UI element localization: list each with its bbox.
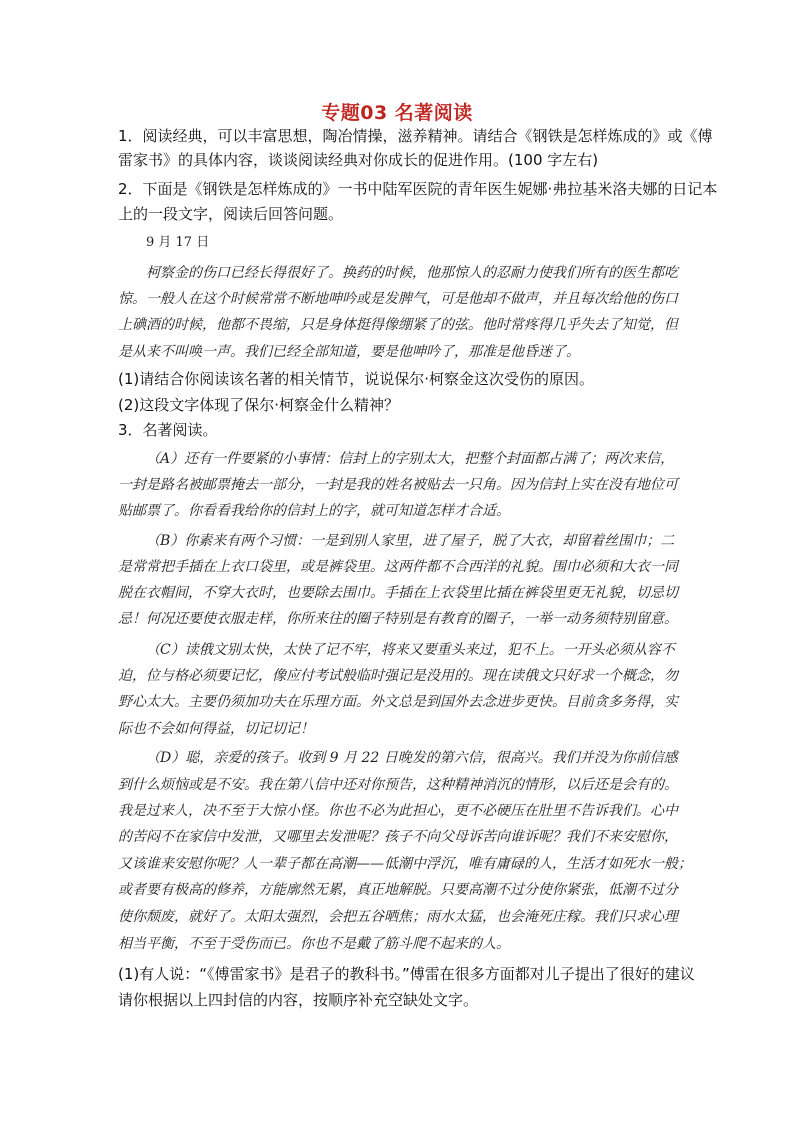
letter-b-line-2: 是常常把手插在上衣口袋里，或是裤袋里。这两件都不合西洋的礼貌。围巾必须和大衣一同: [118, 559, 678, 575]
letter-c-line-4: 际也不会如何得益，切记切记！: [118, 721, 314, 737]
q2-sub-1: (1)请结合你阅读该名著的相关情节，说说保尔·柯察金这次受伤的原因。: [118, 370, 595, 388]
letter-d-line-6: 或者要有极高的修养，方能廓然无累，真正地解脱。只要高潮不过分使你紧张，低潮不过分: [118, 882, 678, 898]
letter-b-line-4: 忌！何况还要使衣服走样，你所来往的圈子特别是有教育的圈子，一举一动务须特别留意。: [118, 611, 678, 627]
q2-line-1: 2．下面是《钢铁是怎样炼成的》一书中陆军医院的青年医生妮娜·弗拉基米洛夫娜的日记本: [118, 180, 718, 198]
letter-a-line-3: 贴邮票了。你看看我给你的信封上的字，就可知道怎样才合适。: [118, 503, 510, 519]
diary-line-1: 柯察金的伤口已经长得很好了。换药的时候，他那惊人的忍耐力使我们所有的医生都吃: [146, 265, 678, 281]
q1-line-1: 1．阅读经典，可以丰富思想，陶冶情操，滋养精神。请结合《钢铁是怎样炼成的》或《傅: [118, 127, 713, 145]
diary-line-2: 惊。一般人在这个时候常常不断地呻吟或是发脾气，可是他却不做声，并且每次给他的伤口: [118, 291, 678, 307]
letter-b-line-3: 脱在衣帽间，不穿大衣时，也要除去围巾。手插在上衣袋里比插在裤袋里更无礼貌，切忌切: [118, 585, 678, 601]
letter-c-line-3: 野心太大。主要仍须加功夫在乐理方面。外文总是到国外去念进步更快。目前贪多务得，实: [118, 694, 678, 710]
q2-sub-2: (2)这段文字体现了保尔·柯察金什么精神？: [118, 396, 400, 414]
q2-line-2: 上的一段文字，阅读后回答问题。: [118, 205, 344, 223]
q3-sub-1-line-2: 请你根据以上四封信的内容，按顺序补充空缺处文字。: [118, 991, 479, 1009]
letter-c-line-1: （C）读俄文别太快，太快了记不牢，将来又要重头来过，犯不上。一开头必须从容不: [146, 642, 675, 658]
letter-a-line-2: 一封是路名被邮票掩去一部分，一封是我的姓名被贴去一只角。因为信封上实在没有地位可: [118, 477, 678, 493]
diary-line-3: 上碘酒的时候，他都不畏缩，只是身体挺得像绷紧了的弦。他时常疼得几乎失去了知觉，但: [118, 317, 678, 333]
letter-d-line-3: 我是过来人，决不至于大惊小怪。你也不必为此担心，更不必硬压在肚里不告诉我们。心中: [118, 803, 678, 819]
letter-d-line-5: 又该谁来安慰你呢？人一辈子都在高潮——低潮中浮沉，唯有庸碌的人，生活才如死水一般；: [118, 856, 692, 872]
letter-d-line-8: 相当平衡，不至于受伤而已。你也不是戴了筋斗爬不起来的人。: [118, 936, 510, 952]
diary-date: 9 月 17 日: [146, 235, 210, 250]
letter-d-line-4: 的苦闷不在家信中发泄，又哪里去发泄呢？孩子不向父母诉苦向谁诉呢？我们不来安慰你，: [118, 829, 678, 845]
q3-sub-1-line-1: (1)有人说：“《傅雷家书》是君子的教科书。”傅雷在很多方面都对儿子提出了很好的建议: [118, 965, 695, 983]
letter-d-line-7: 使你颓废，就好了。太阳太强烈，会把五谷晒焦；雨水太猛，也会淹死庄稼。我们只求心理: [118, 909, 678, 925]
q1-line-2: 雷家书》的具体内容，谈谈阅读经典对你成长的促进作用。(100 字左右): [118, 151, 599, 169]
page-title: 专题03 名著阅读: [321, 102, 473, 124]
letter-d-line-1: （D）聪，亲爱的孩子。收到 9 月 22 日晚发的第六信，很高兴。我们并没为你前信感: [146, 750, 678, 766]
letter-c-line-2: 迫，位与格必须要记忆，像应付考试般临时强记是没用的。现在读俄文只好求一个概念，勿: [118, 668, 678, 684]
diary-line-4: 是从来不叫唤一声。我们已经全部知道，要是他呻吟了，那准是他昏迷了。: [118, 344, 580, 360]
letter-d-line-2: 到什么烦恼或是不安。我在第八信中还对你预告，这种精神消沉的情形，以后还是会有的。: [118, 777, 678, 793]
letter-b-line-1: （B）你素来有两个习惯：一是到别人家里，进了屋子，脱了大衣，却留着丝围巾；二: [146, 533, 675, 549]
letter-a-line-1: （A）还有一件要紧的小事情：信封上的字别太大，把整个封面都占满了；两次来信，: [146, 451, 675, 467]
q3-heading: 3．名著阅读。: [118, 421, 218, 439]
